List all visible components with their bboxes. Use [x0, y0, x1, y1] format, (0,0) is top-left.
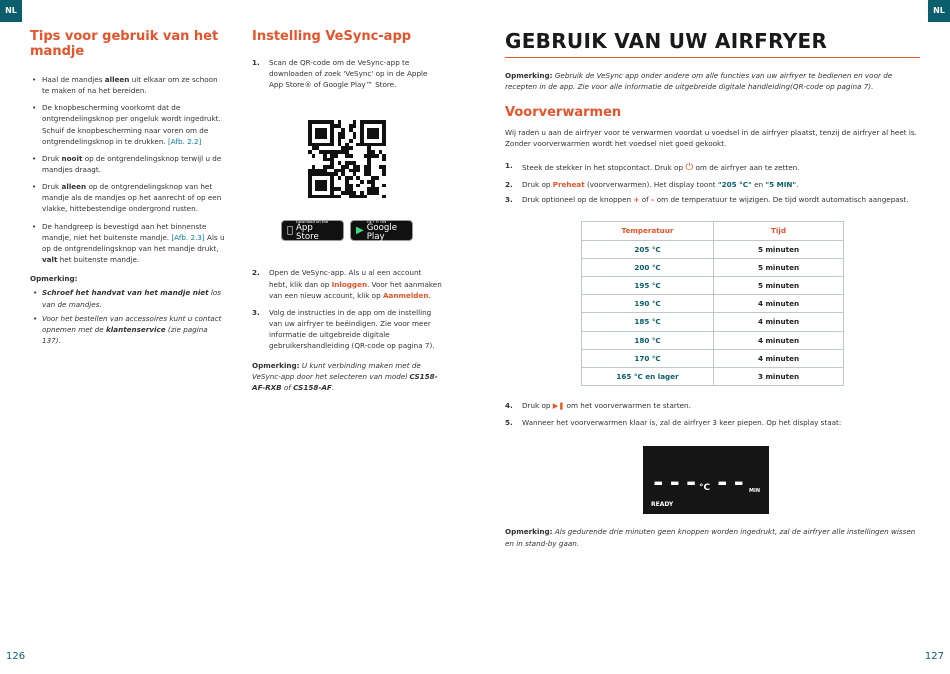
temp-cell: 190 °C — [582, 295, 714, 313]
temp-cell: 205 °C — [582, 240, 714, 258]
app-store-button[interactable] — [281, 220, 344, 241]
google-play-small: GET IT ON — [366, 219, 387, 225]
language-badge: NL — [0, 0, 22, 22]
table-header: Tijd — [714, 222, 844, 240]
app-steps-2 — [252, 267, 442, 351]
table-row — [582, 276, 844, 294]
page-number: 127 — [924, 650, 944, 662]
step-item: 1. Steek de stekker in het stopcontact. Druk op ⏻ om de airfryer aan te zetten. — [505, 160, 800, 173]
display-time: -- — [715, 468, 748, 497]
time-cell: 5 minuten — [714, 240, 844, 258]
google-play-label: Google Play — [366, 223, 398, 242]
temp-cell: 180 °C — [582, 331, 714, 349]
preheat-table — [581, 221, 844, 386]
display-unit: °C — [699, 483, 711, 494]
apple-icon — [287, 226, 293, 236]
table-row — [582, 295, 844, 313]
app-store-small: Download on the — [290, 223, 323, 229]
temp-cell: 200 °C — [582, 258, 714, 276]
time-cell: 5 minuten — [714, 258, 844, 276]
temp-cell: 165 °C en lager — [582, 367, 714, 385]
table-row — [582, 313, 844, 331]
airfryer-display — [643, 446, 769, 514]
preheat-title: Voorverwarmen — [505, 105, 622, 121]
app-title: Instelling VeSync-app — [252, 29, 412, 44]
table-row — [582, 240, 844, 258]
temp-cell: 170 °C — [582, 349, 714, 367]
table-header-row — [582, 222, 844, 240]
store-badges — [252, 220, 442, 241]
table-row — [582, 349, 844, 367]
list-item: • De knopbescherming voorkomt dat de ontgrendelingsknop per ongeluk wordt ingedrukt. Schuif de knopbescherming naar voren om de ontgrendelingsknop in te drukken. [Afb. 2.2] — [30, 102, 226, 147]
airfryer-section — [505, 30, 920, 549]
preheat-steps — [505, 160, 920, 206]
page-title: GEBRUIK VAN UW AIRFRYER — [505, 30, 920, 58]
display-temp: --- — [651, 468, 701, 497]
table-row — [582, 367, 844, 385]
step-item: 2. Open de VeSync-app. Als u al een account hebt, klik dan op Inloggen. Voor het aanmaken van een nieuw account, klik op Aanmelden. — [252, 268, 442, 300]
list-item: • Schroef het handvat van het mandje niet los van de mandjes. — [30, 287, 226, 309]
list-item: • Druk alleen op de ontgrendelingsknop van het mandje als de mandjes op het aanrecht of op een vlakke, hittebestendige ondergrond rusten. — [30, 181, 226, 214]
list-item: • Voor het bestellen van accessoires kunt u contact opnemen met de klantenservice (zie pagina 137). — [30, 313, 226, 346]
time-cell: 4 minuten — [714, 295, 844, 313]
page-number: 126 — [6, 650, 26, 662]
time-cell: 4 minuten — [714, 331, 844, 349]
table-row — [582, 258, 844, 276]
end-note: Opmerking: Als gedurende drie minuten geen knoppen worden ingedrukt, zal de airfryer alle instellingen wissen en in stand-by gaan. — [505, 527, 916, 548]
time-cell: 5 minuten — [714, 276, 844, 294]
display-ready: READY — [651, 501, 674, 509]
preheat-text: Wij raden u aan de airfryer voor te verwarmen voordat u voedsel in de airfryer plaatst, tenzij de airfryer al heet is. Zonder voorverwarmen wordt het voedsel niet goed gekookt. — [505, 128, 917, 149]
qr-code[interactable] — [308, 120, 386, 198]
tips-title: Tips voor gebruik van het mandje — [30, 29, 219, 59]
time-cell: 4 minuten — [714, 349, 844, 367]
play-pause-icon: ▶❚ — [552, 401, 565, 411]
step-item: 1. Scan de QR-code om de VeSync-app te downloaden of zoek 'VeSync' op in de Apple App Store® of Google Play™ Store. — [252, 57, 428, 90]
preheat-steps-2 — [505, 400, 920, 428]
app-store-label: App Store — [290, 227, 333, 238]
table-header: Temperatuur — [582, 222, 714, 240]
table-row — [582, 331, 844, 349]
time-cell: 4 minuten — [714, 313, 844, 331]
time-cell: 3 minuten — [714, 367, 844, 385]
temp-cell: 185 °C — [582, 313, 714, 331]
step-item: 4. Druk op ▶❚ om het voorverwarmen te starten. — [505, 401, 691, 411]
display-min: MIN — [749, 488, 761, 495]
note-list — [30, 287, 226, 346]
step-item: 3. Druk optioneel op de knoppen + of – om de temperatuur te wijzigen. De tijd wordt automatisch aangepast. — [505, 195, 909, 205]
power-icon: ⏻ — [685, 161, 694, 173]
app-steps — [252, 57, 442, 90]
list-item: • Haal de mandjes alleen uit elkaar om ze schoon te maken of na het bereiden. — [30, 74, 226, 96]
temp-cell: 195 °C — [582, 276, 714, 294]
step-item: 3. Volg de instructies in de app om de instelling van uw airfryer te beëindigen. Zie voor meer informatie de uitgebreide digitale gebruikershandleiding (QR-code op pagina 7). — [252, 307, 435, 351]
play-icon: ▶ — [356, 224, 364, 236]
app-section — [252, 30, 442, 393]
step-item: 5. Wanneer het voorverwarmen klaar is, zal de airfryer 3 keer piepen. Op het display staat: — [505, 418, 842, 428]
app-note: Opmerking: U kunt verbinding maken met de VeSync-app door het selecteren van model CS158-AF-RXB of CS158-AF. — [252, 360, 438, 392]
tips-list — [30, 74, 226, 265]
google-play-button[interactable] — [350, 220, 413, 241]
list-item: • Druk nooit op de ontgrendelingsknop terwijl u de mandjes draagt. — [30, 153, 226, 175]
list-item: • De handgreep is bevestigd aan het binnenste mandje, niet het buitenste mandje. [Afb. 2.3] Als u op de ontgrendelingsknop van het mandje drukt, valt het buitenste mandje. — [30, 221, 226, 266]
language-badge: NL — [928, 0, 950, 22]
step-item: 2. Druk op Preheat (voorverwarmen). Het display toont "205 °C" en "5 MIN". — [505, 180, 799, 190]
note-heading: Opmerking: — [30, 274, 78, 284]
intro-note: Opmerking: Gebruik de VeSync app onder andere om alle functies van uw airfryer te bedienen en voor de recepten in de app. Zie voor alle informatie de uitgebreide digitale handleiding(QR-code op pagina 7). — [505, 71, 893, 92]
tips-section — [30, 30, 226, 349]
